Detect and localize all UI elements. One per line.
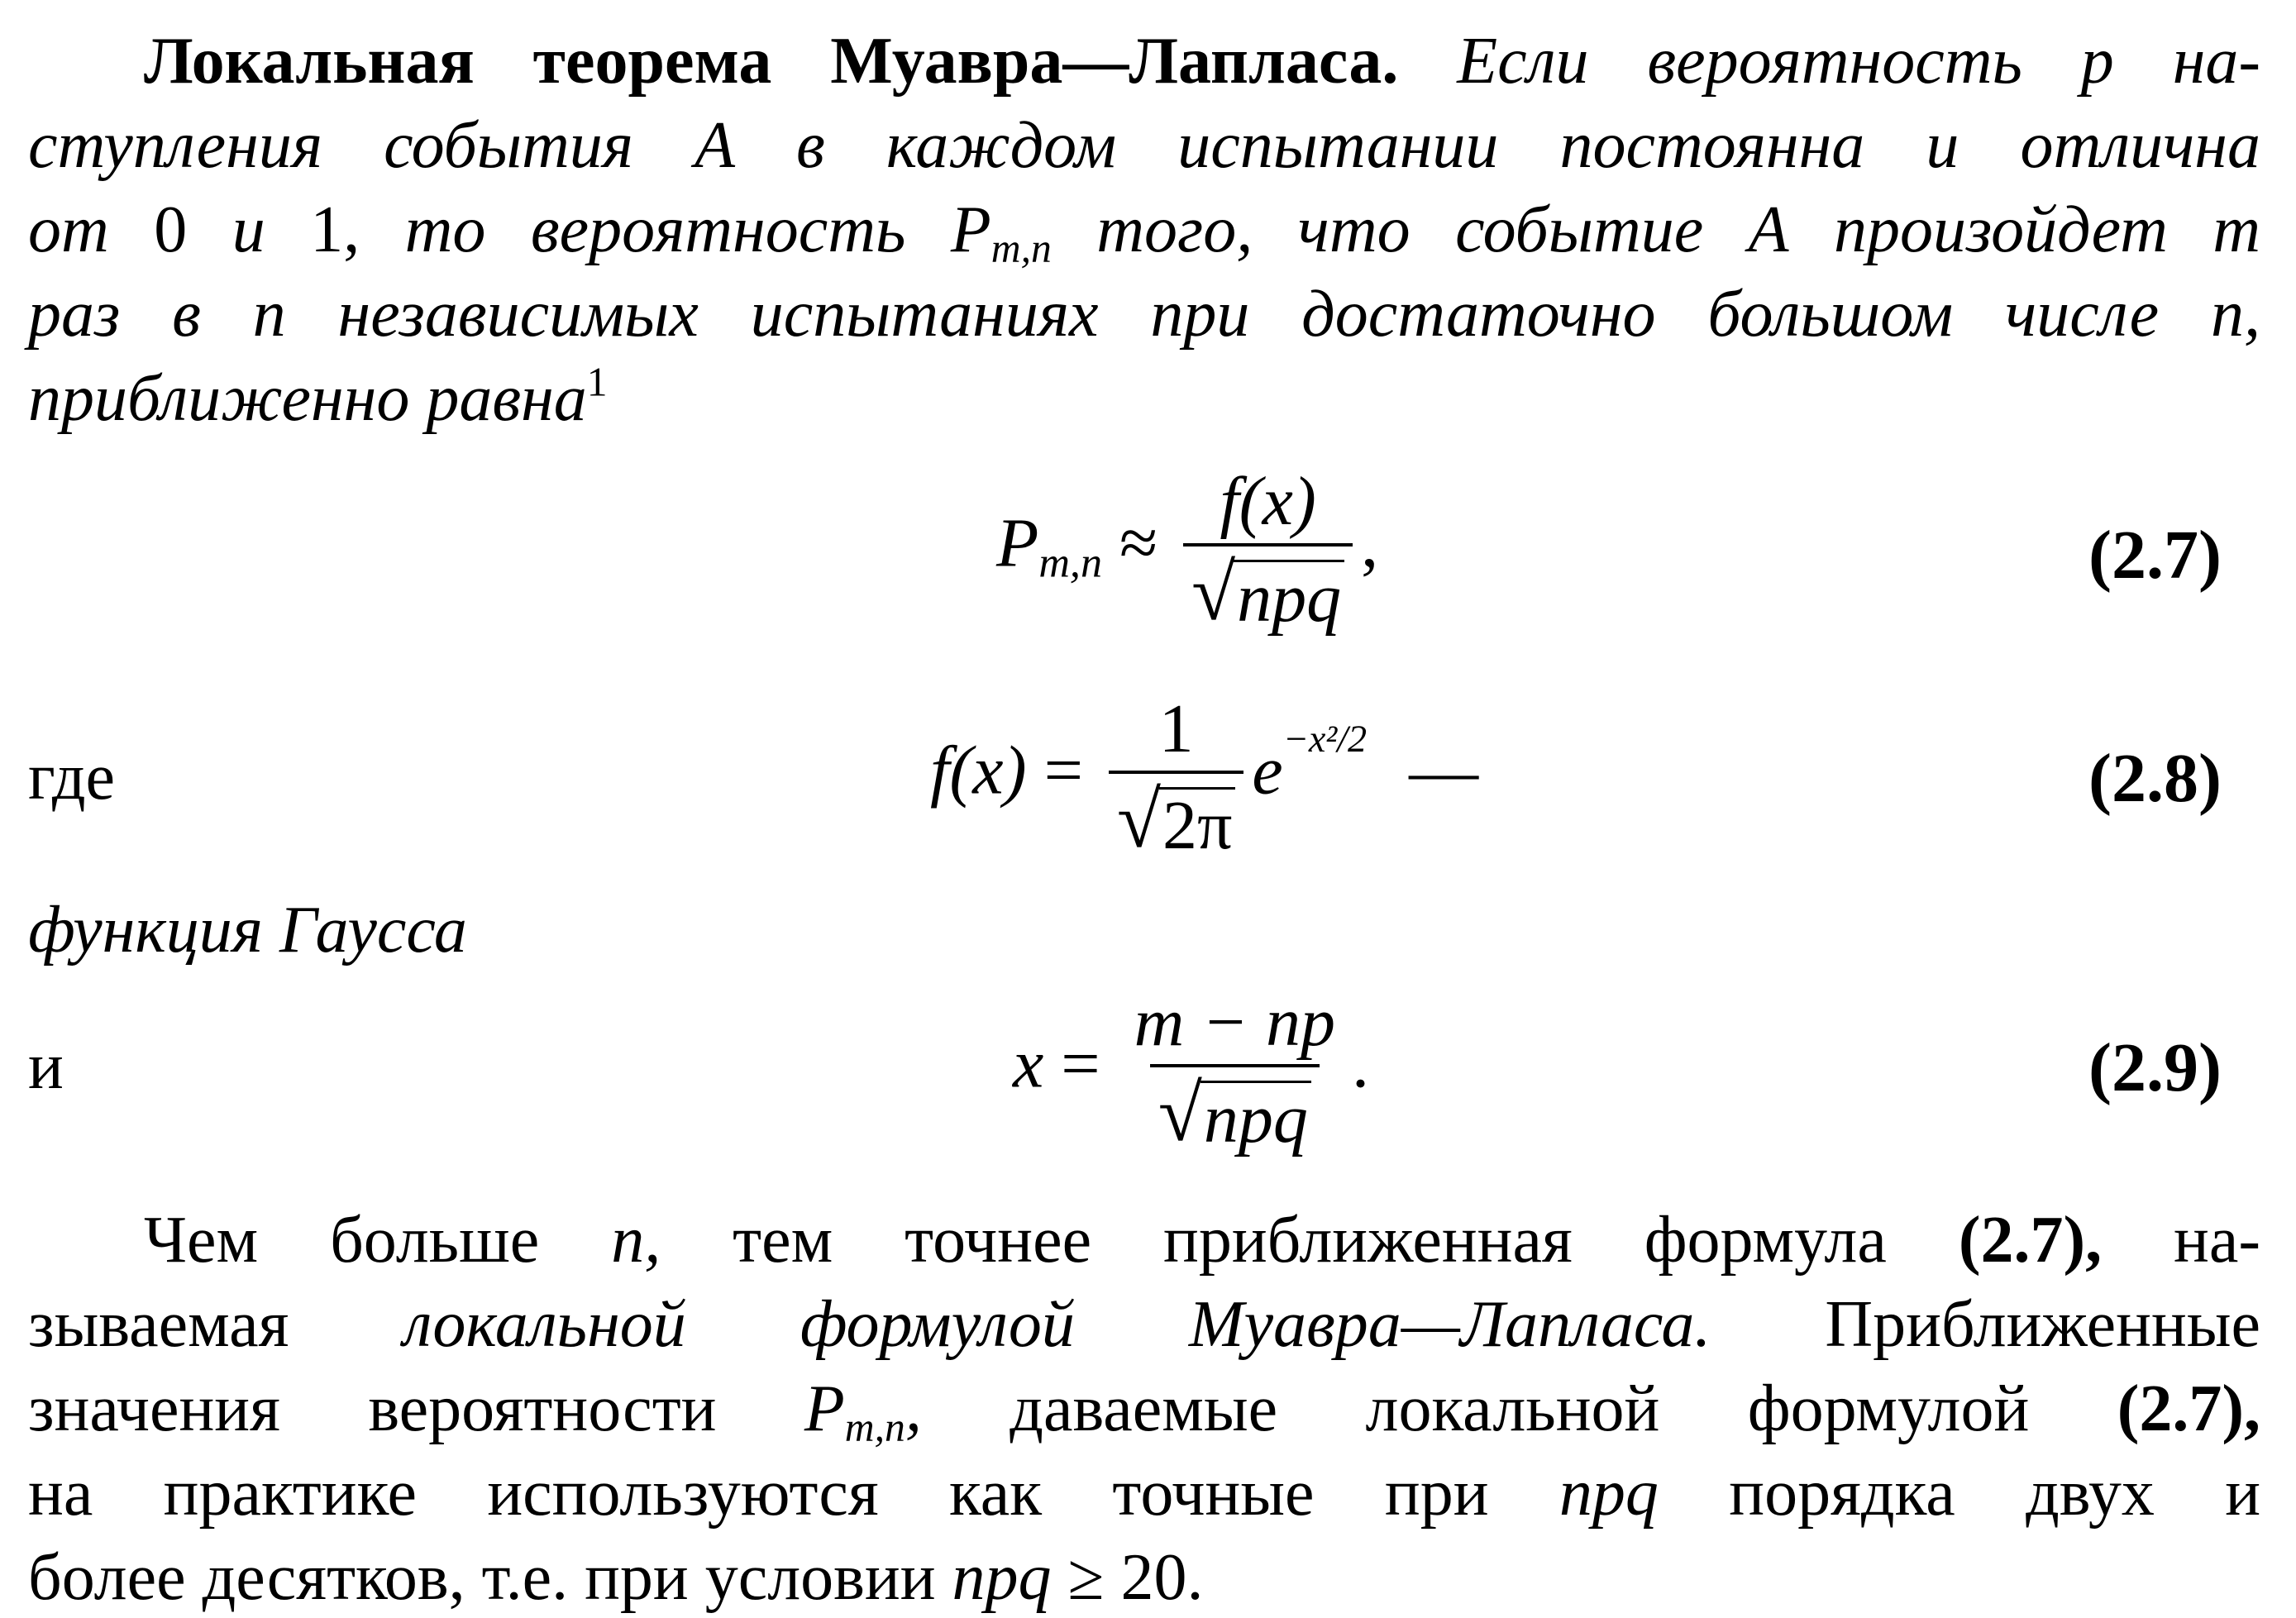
- equation-2-9: x = m − np √ npq .: [1013, 984, 1370, 1157]
- fraction: m − np √ npq: [1134, 984, 1336, 1157]
- equation-2-7: $P_{m,n}$ ≈ f(x) √ npq ,: [996, 463, 1379, 637]
- theorem-title: Локальная теорема Муавра—Лапласа.: [144, 25, 1399, 98]
- probability-symbol: $P_{m,n}$: [950, 193, 1052, 271]
- theorem-text: Если вероятность р на-: [1457, 25, 2261, 98]
- equation-number-2-7: (2.7): [2088, 517, 2222, 594]
- label-and: и: [28, 1030, 64, 1103]
- theorem-line-1: [28, 25, 2261, 98]
- paragraph-line-4: на практике используются как точные при npq порядка двух и: [28, 1457, 2261, 1530]
- paragraph-line-3: значения вероятности $P_{m,n}$, даваемые локальной формулой (2.7),: [28, 1372, 2261, 1450]
- equation-number-2-9: (2.9): [2088, 1029, 2222, 1106]
- theorem-line-5: приближенно равна$^1$: [28, 359, 608, 435]
- theorem-line-2: ступления события А в каждом испытании постоянна и отлична: [28, 109, 2260, 182]
- paragraph-line-1: Чем больше n, тем точнее приближенная формула (2.7), на-: [144, 1204, 2261, 1277]
- equation-number-2-8: (2.8): [2088, 740, 2222, 817]
- fraction: 1 √ 2π: [1109, 694, 1243, 861]
- equation-2-8: f(x) = 1 √ 2π $e^{-x^2/2}$ —: [930, 690, 1479, 864]
- label-where: где: [28, 741, 116, 814]
- fraction: f(x) √ npq: [1183, 467, 1353, 633]
- gauss-function-label: функция Гаусса: [28, 894, 467, 967]
- term-local-formula: локальной формулой Муавра—Лапласа.: [403, 1288, 1711, 1361]
- theorem-line-4: раз в n независимых испытаниях при достаточно большом числе n,: [28, 278, 2260, 351]
- footnote-mark: 1: [586, 359, 608, 405]
- paragraph-line-2: зываемая локальной формулой Муавра—Лапласа. Приближенные: [28, 1288, 2261, 1361]
- paragraph-line-5: более десятков, т.е. при условии npq ≥ 20.: [28, 1541, 1204, 1614]
- theorem-line-3: от 0 и 1, то вероятность $P_{m,n}$ того, что событие А произойдет m: [28, 193, 2261, 271]
